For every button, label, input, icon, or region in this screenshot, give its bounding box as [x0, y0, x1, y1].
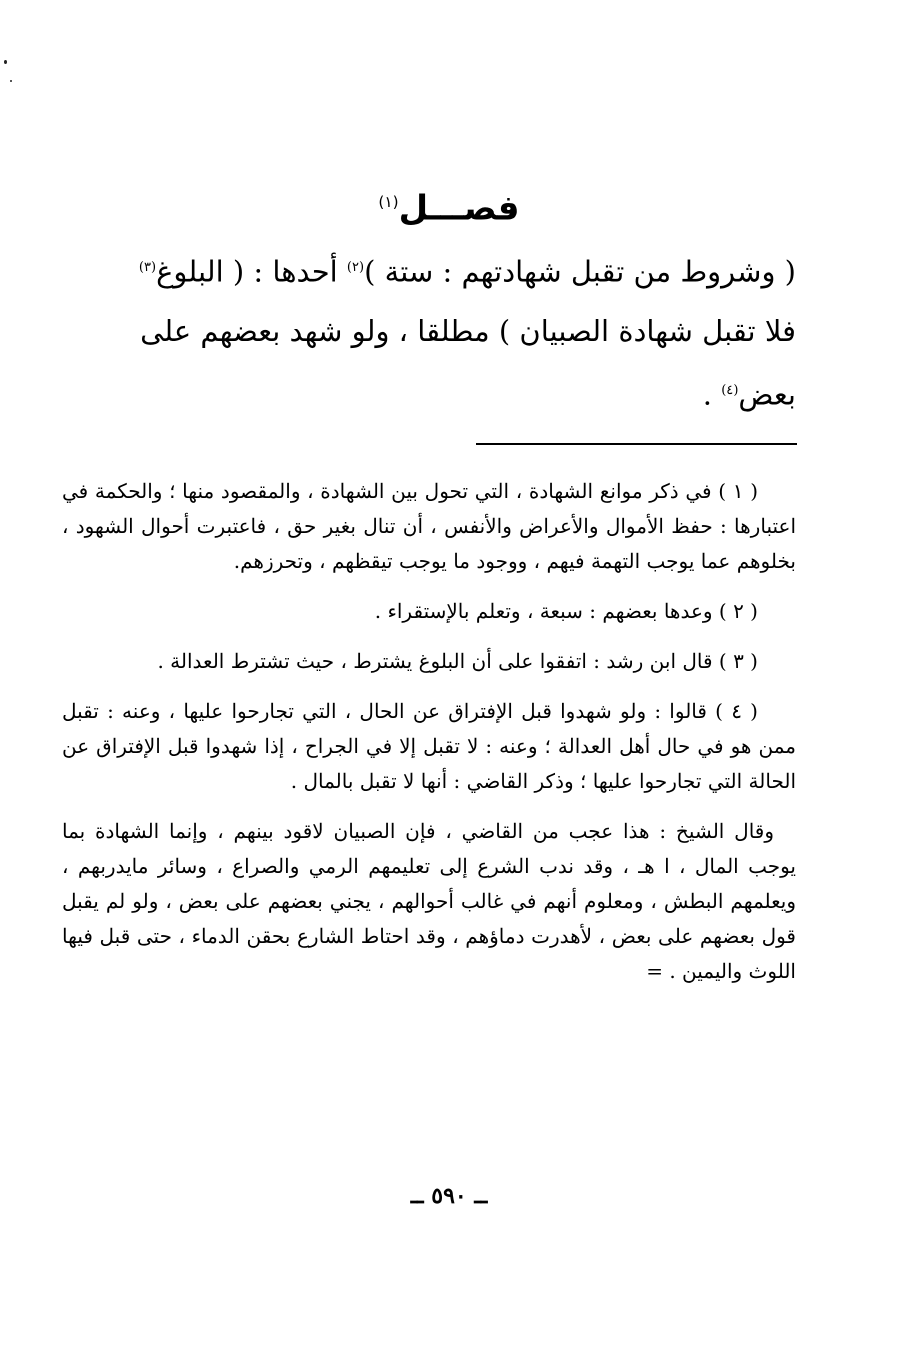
page-number: ــ ٥٩٠ ــ	[410, 1183, 488, 1209]
footnote-1: ( ١ ) في ذكر موانع الشهادة ، التي تحول بين الشهادة ، والمقصود منها ؛ والحكمة في اعتبارها : حفظ الأموال والأعراض والأنفس ، أن تنال بغير حق ، فاعتبرت أحوال الشهود ، بخلوهم عما يوجب التهمة فيهم ، ووجود ما يوجب تيقظهم ، وتحرزهم.	[62, 479, 796, 573]
main-line-3	[62, 361, 796, 425]
footnotes	[62, 474, 796, 1004]
main-line-3-part-b: .	[702, 377, 722, 412]
footnote-marker-2: (٢)	[346, 260, 365, 275]
main-line-1-part-b: أحدها : ( البلوغ	[156, 254, 347, 289]
print-speck	[4, 60, 7, 64]
footnote-marker-3: (٣)	[138, 260, 157, 275]
main-line-1-part-a: ( وشروط من تقبل شهادتهم : ستة )	[364, 254, 796, 289]
footnote-4-continuation: وقال الشيخ : هذا عجب من القاضي ، فإن الصبيان لاقود بينهم ، وإنما الشهادة بما يوجب المال ، ا هـ ، وقد ندب الشرع إلى تعليمهم الرمي والصراع ، وسائر مايدربهم ، ويعلمهم البطش ، ومعلوم أنهم في غالب أحوالهم ، يجني بعضهم على بعض ، ولو لم يقبل قول بعضهم على بعض ، لأهدرت دماؤهم ، وقد احتاط الشارع بحقن الدماء ، حتى قبل فيها اللوث واليمين . =	[62, 819, 796, 983]
footnote-4: ( ٤ ) قالوا : ولو شهدوا قبل الإفتراق عن الحال ، التي تجارحوا عليها ، وعنه : تقبل ممن هو في حال أهل العدالة ؛ وعنه : لا تقبل إلا في الجراح ، إذا شهدوا قبل الإفتراق عن الحالة التي تجارحوا عليها ؛ وذكر القاضي : أنها لا تقبل بالمال .	[62, 699, 796, 793]
main-line-2: فلا تقبل شهادة الصبيان ) مطلقا ، ولو شهد بعضهم على	[140, 313, 796, 348]
section-title: فصـــل	[398, 188, 520, 229]
footnote-2: ( ٢ ) وعدها بعضهم : سبعة ، وتعلم بالإستقراء .	[374, 599, 758, 623]
main-line-1	[62, 238, 796, 302]
footnote-marker-4: (٤)	[721, 382, 739, 398]
footnote-3: ( ٣ ) قال ابن رشد : اتفقوا على أن البلوغ يشترط ، حيث تشترط العدالة .	[157, 649, 758, 673]
section-footnote-marker: (١)	[378, 193, 399, 211]
section-heading	[0, 178, 898, 232]
main-text	[62, 238, 796, 424]
main-line-3-part-a: بعض	[738, 377, 796, 412]
footnote-separator	[476, 443, 797, 445]
print-speck	[10, 80, 12, 82]
